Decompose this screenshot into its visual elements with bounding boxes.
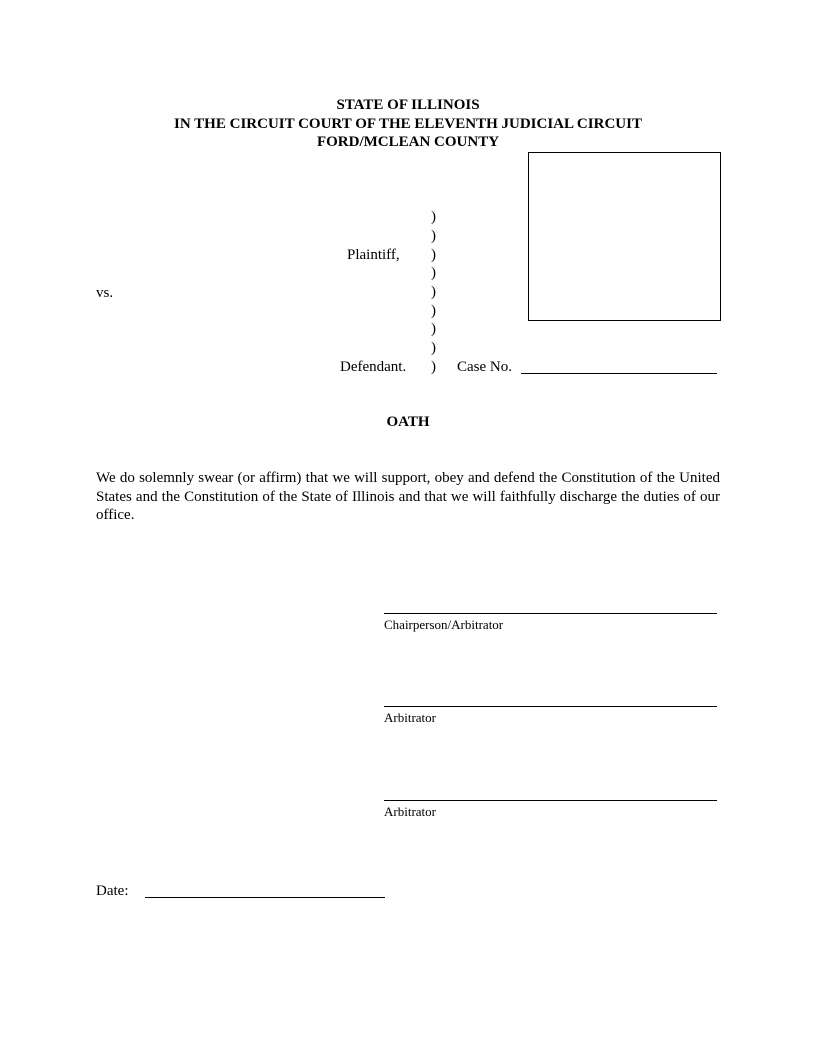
arbitrator-signature-label: Arbitrator (384, 710, 436, 725)
caption-paren: ) (431, 284, 436, 300)
caption-paren: ) (431, 228, 436, 244)
court-county-heading: FORD/MCLEAN COUNTY (316, 134, 500, 150)
oath-text: We do solemnly swear (or affirm) that we will support, obey and defend the Constitution of the United States and the Constitution of the State of Illinois and that we will faithfully discharge the duties of our office. (96, 470, 720, 524)
caption-paren: ) (431, 247, 436, 263)
clerk-stamp-box (528, 152, 721, 321)
court-circuit-heading: IN THE CIRCUIT COURT OF THE ELEVENTH JUDICIAL CIRCUIT (174, 116, 642, 132)
caption-paren: ) (431, 265, 436, 281)
case-number-label: Case No. (457, 359, 512, 375)
caption-paren: ) (431, 359, 436, 375)
caption-paren: ) (431, 303, 436, 319)
vs-label: vs. (96, 285, 114, 301)
court-state-heading: STATE OF ILLINOIS (336, 97, 480, 113)
arbitrator-signature-line[interactable] (384, 800, 717, 801)
case-number-field[interactable] (521, 373, 717, 374)
date-field[interactable] (145, 897, 385, 898)
arbitrator-signature-line[interactable] (384, 706, 717, 707)
chairperson-signature-label: Chairperson/Arbitrator (384, 617, 504, 632)
caption-paren: ) (431, 321, 436, 337)
date-label: Date: (96, 883, 129, 899)
caption-paren: ) (431, 209, 436, 225)
plaintiff-label: Plaintiff, (347, 247, 400, 263)
defendant-label: Defendant. (340, 359, 407, 375)
chairperson-signature-line[interactable] (384, 613, 717, 614)
arbitrator-signature-label: Arbitrator (384, 804, 436, 819)
document-title: OATH (386, 414, 430, 430)
caption-paren: ) (431, 340, 436, 356)
